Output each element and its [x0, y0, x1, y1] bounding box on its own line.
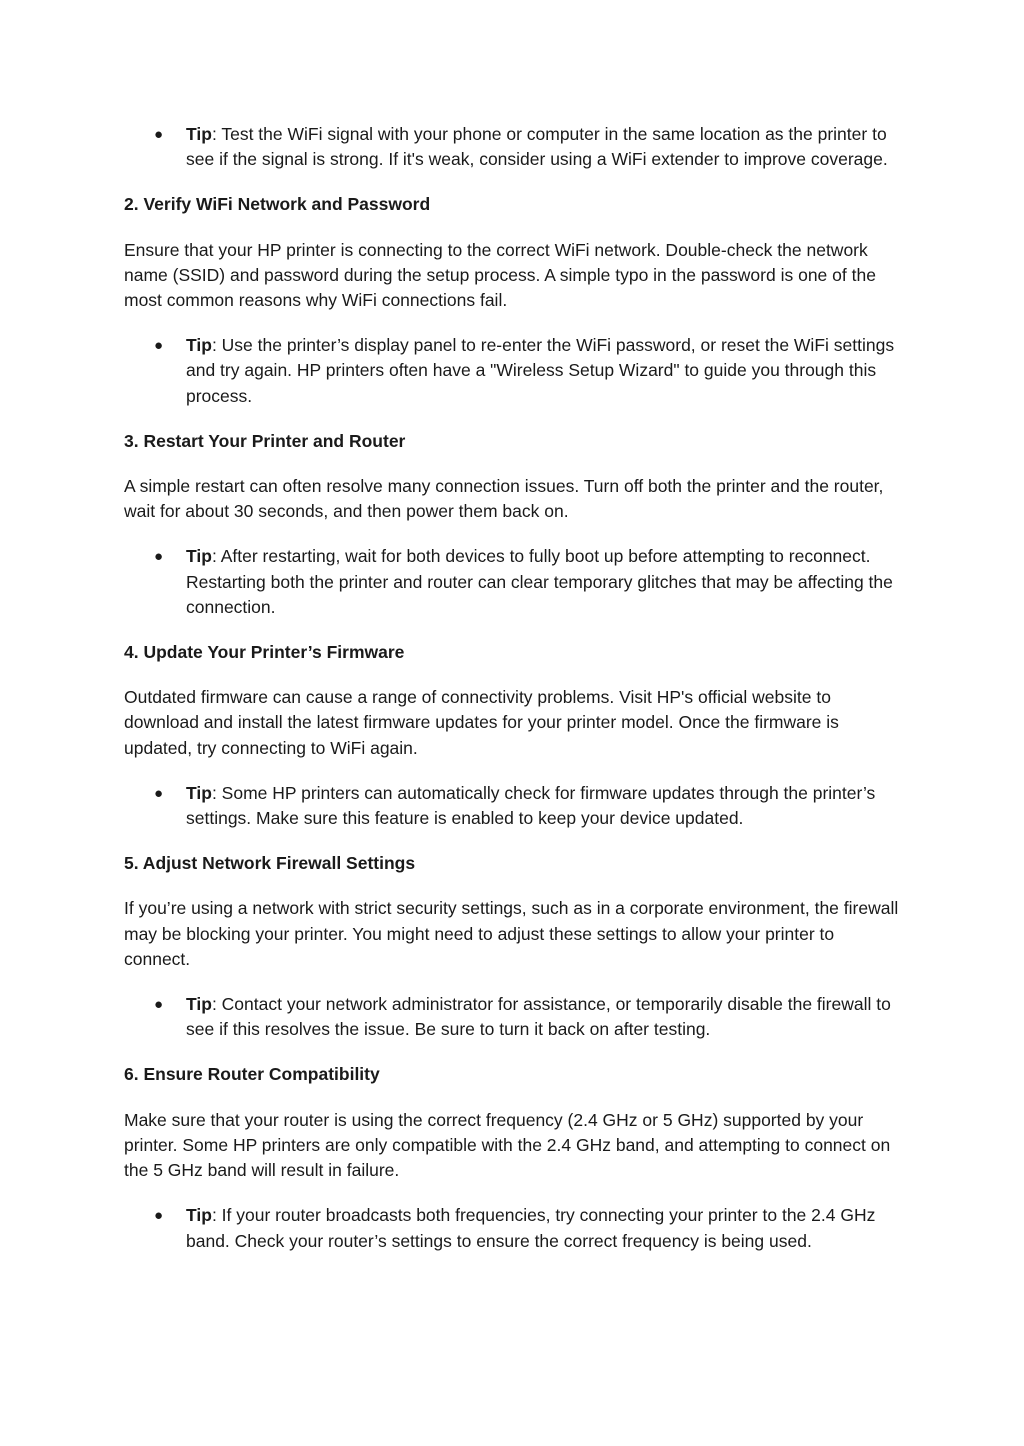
section-body: If you’re using a network with strict security settings, such as in a corporate environment, the firewall may be blocking your printer. You might need to adjust these settings to allow your printer to connect. [124, 898, 899, 969]
tip-label: Tip [186, 782, 212, 803]
tip-label: Tip [186, 994, 212, 1015]
section-body: Outdated firmware can cause a range of connectivity problems. Visit HP's official website to download and install the latest firmware updates for your printer model. Once the firmware is updated, try connecting to WiFi again. [124, 687, 839, 758]
bullet-icon: ● [154, 548, 164, 566]
section-body: Make sure that your router is using the correct frequency (2.4 GHz or 5 GHz) supported by your printer. Some HP printers are only compatible with the 2.4 GHz band, and attempting to connect on the 5 GHz band will result in failure. [124, 1109, 891, 1181]
tip-text: : Some HP printers can automatically check for firmware updates through the printer’s settings. Make sure this feature is enabled to keep your device updated. [186, 782, 876, 829]
bullet-icon: ● [154, 996, 164, 1014]
section-heading: 3. Restart Your Printer and Router [124, 430, 406, 451]
tip-label: Tip [186, 546, 212, 567]
tip-text: : After restarting, wait for both devices to fully boot up before attempting to reconnect. Restarting both the printer and router can clear temporary glitches that may be affecting the connection. [186, 546, 893, 617]
tip-text: : Use the printer’s display panel to re-enter the WiFi password, or reset the WiFi settings and try again. HP printers often have a "Wireless Setup Wizard" to guide you through this process. [186, 335, 895, 406]
tip-item [124, 122, 904, 172]
tip-item [124, 333, 904, 409]
bullet-icon: ● [154, 784, 164, 802]
bullet-icon: ● [154, 1207, 164, 1225]
section-heading: 5. Adjust Network Firewall Settings [124, 853, 416, 874]
tip-label: Tip [186, 124, 212, 144]
tip-item [124, 992, 904, 1042]
section-heading: 4. Update Your Printer’s Firmware [124, 642, 405, 663]
tip-label: Tip [186, 1205, 212, 1226]
section-heading: 6. Ensure Router Compatibility [124, 1064, 380, 1085]
tip-item [124, 544, 904, 620]
document-page [124, 122, 904, 1274]
tip-item [124, 1203, 904, 1253]
bullet-icon: ● [154, 337, 164, 355]
tip-item [124, 781, 904, 831]
bullet-icon: ● [154, 126, 164, 143]
tip-text: : Test the WiFi signal with your phone or computer in the same location as the printer to see if the signal is strong. If it's weak, consider using a WiFi extender to improve coverage. [186, 124, 888, 170]
tip-text: : Contact your network administrator for assistance, or temporarily disable the firewall to see if this resolves the issue. Be sure to turn it back on after testing. [186, 994, 891, 1040]
section-body: A simple restart can often resolve many connection issues. Turn off both the printer and the router, wait for about 30 seconds, and then power them back on. [124, 476, 884, 522]
section-body: Ensure that your HP printer is connecting to the correct WiFi network. Double-check the network name (SSID) and password during the setup process. A simple typo in the password is one of the most common reasons why WiFi connections fail. [124, 239, 876, 311]
tip-text: : If your router broadcasts both frequencies, try connecting your printer to the 2.4 GHz band. Check your router’s settings to ensure the correct frequency is being used. [186, 1205, 876, 1251]
tip-label: Tip [186, 335, 212, 356]
section-heading: 2. Verify WiFi Network and Password [124, 194, 431, 215]
